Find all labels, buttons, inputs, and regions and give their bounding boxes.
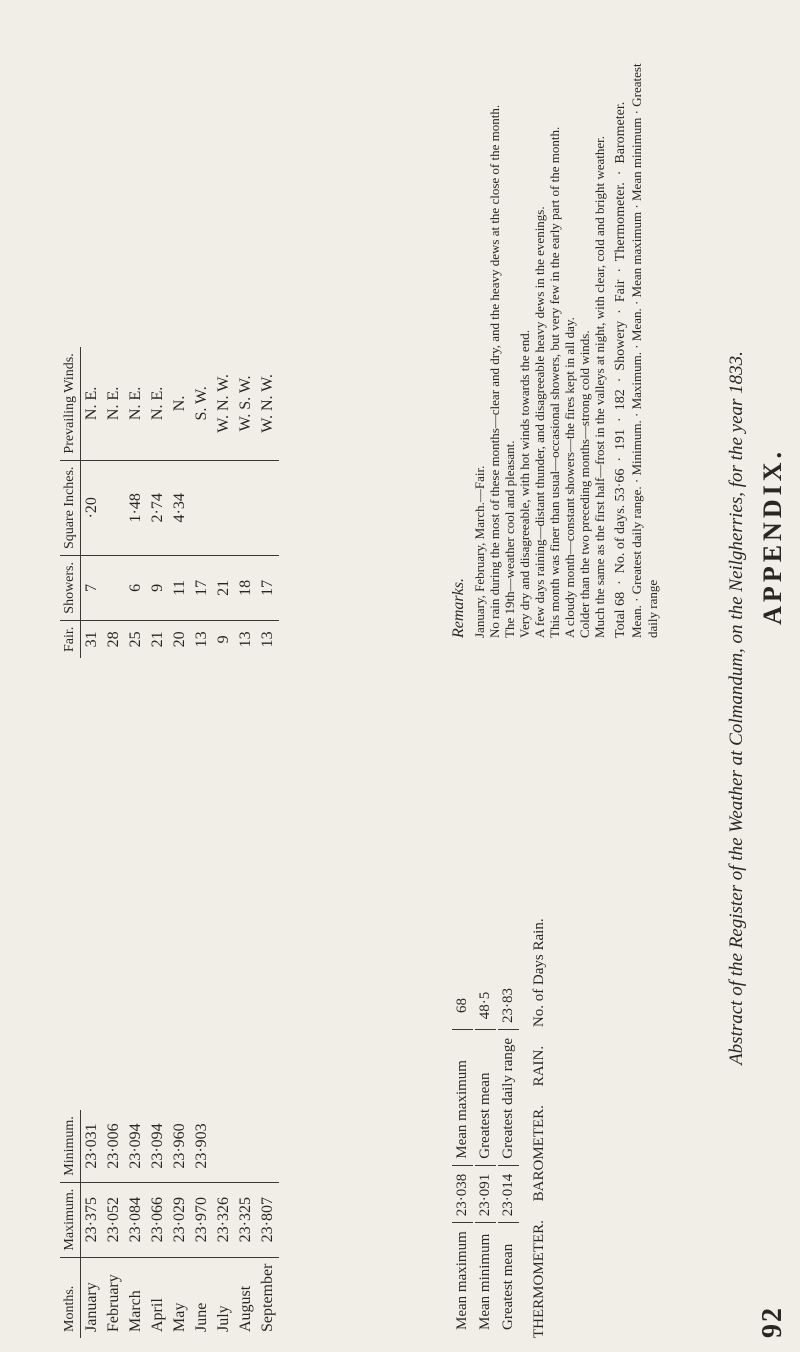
page-number: 92 [757, 1306, 788, 1338]
total-label: Total [613, 609, 628, 638]
remarks-line: January, February, March.—Fair. [472, 465, 487, 638]
table-row: 13 17 W. N. W. [257, 347, 279, 658]
remarks-line: No rain during the most of these months—clear and dry, and the heavy dews at the close of the month. [487, 104, 502, 638]
showery-label: Showery [613, 320, 628, 371]
table-row: 21 9 2·74 N. E. [147, 347, 169, 658]
remarks-line: The 19th—weather cool and pleasant. [502, 440, 517, 638]
table-row: Greatest mean 23·014 Greatest daily range 23·83 [498, 982, 519, 1336]
fair-label: Fair [613, 279, 628, 303]
remarks-line: Colder than the two preceding months—strong cold winds. [577, 330, 592, 638]
barometer-table [60, 658, 279, 1338]
barometer-grid [60, 1110, 279, 1338]
weather-table [60, 28, 279, 658]
table-row: February 23·052 23·006 [103, 1110, 125, 1338]
remarks-block [450, 38, 661, 638]
table-row: 13 18 W. S. W. [235, 347, 257, 658]
labels-row [531, 658, 548, 1338]
running-head [758, 28, 788, 1338]
table-row: 20 11 4·34 N. [169, 347, 191, 658]
weather-grid [60, 347, 279, 658]
total-value-2: 182 [613, 389, 628, 411]
remarks-line: A cloudy month—constant showers—the fires kept in all day. [562, 317, 577, 638]
col-prevailing-winds: Prevailing Winds. [60, 347, 81, 460]
appendix-sheet [20, 28, 788, 1338]
remarks-line: Very dry and disagreeable, with hot winds towards the end. [517, 330, 532, 638]
col-square-inches: Square Inches. [60, 460, 81, 555]
table-row: May 23·029 23·960 [169, 1110, 191, 1338]
table-caption: Abstract of the Register of the Weather at Colmandum, on the Neilgherries, for the year 1833. [726, 351, 747, 1065]
col-maximum: Maximum. [60, 1182, 81, 1257]
col-fair: Fair. [60, 620, 81, 658]
table-row: 9 21 W. N. W. [213, 347, 235, 658]
table-row: July 23·326 [213, 1110, 235, 1338]
group-label-thermometer: Thermometer. [613, 182, 628, 262]
col-minimum: Minimum. [60, 1110, 81, 1182]
days-value: 191 [613, 428, 628, 450]
table-row: 25 6 1·48 N. E. [125, 347, 147, 658]
table-row: Mean maximum 23·038 Mean maximum 68 [452, 982, 473, 1336]
col-months: Months. [60, 1257, 81, 1338]
totals-row: Total 68 · No. of days. 53·66 · 191 · 182 · Showery · Fair · Thermometer. · Barometer. [613, 101, 628, 638]
extra-columns: Mean. · Greatest daily range. · Minimum. · Maximum. · Mean. · Mean maximum · Mean minimum · Greatest daily range [629, 63, 660, 638]
remarks-label: Remarks. [450, 578, 467, 638]
no-of-days-label: No. of days. [613, 504, 628, 574]
table-row: April 23·066 23·094 [147, 1110, 169, 1338]
no-of-days-value: 53·66 [613, 468, 628, 502]
table-row: 31 7 ·20 N. E. [81, 347, 104, 658]
table-row: March 23·084 23·094 [125, 1110, 147, 1338]
table-row: August 23·325 [235, 1110, 257, 1338]
remarks-line: This month was finer than usual—occasional showers, but very few in the early part of the month. [547, 126, 562, 638]
total-value: 68 [613, 591, 628, 606]
summary-grid [450, 980, 521, 1338]
col-showers: Showers. [60, 555, 81, 620]
barometer-label: BAROMETER. [531, 1105, 547, 1202]
summary-table [450, 658, 548, 1338]
thermometer-label: THERMOMETER. [531, 1220, 547, 1338]
group-label-barometer: Barometer. [613, 101, 628, 164]
table-row: Mean minimum 23·091 Greatest mean 48·5 [475, 982, 496, 1336]
table-row: September 23·807 [257, 1110, 279, 1338]
remarks-line: A few days raining—distant thunder, and disagreeable heavy dews in the evenings. [532, 206, 547, 638]
remarks-line: Much the same as the first half—frost in the valleys at night, with clear, cold and bright weather. [592, 135, 607, 638]
table-row: 28 N. E. [103, 347, 125, 658]
table-row: June 23·970 23·903 [191, 1110, 213, 1338]
table-row: January 23·375 23·031 [81, 1110, 104, 1338]
no-of-days-rain: No. of Days Rain. [531, 918, 547, 1028]
running-title: APPENDIX. [758, 448, 787, 625]
rain-label: RAIN. [531, 1045, 547, 1087]
table-row: 13 17 S. W. [191, 347, 213, 658]
